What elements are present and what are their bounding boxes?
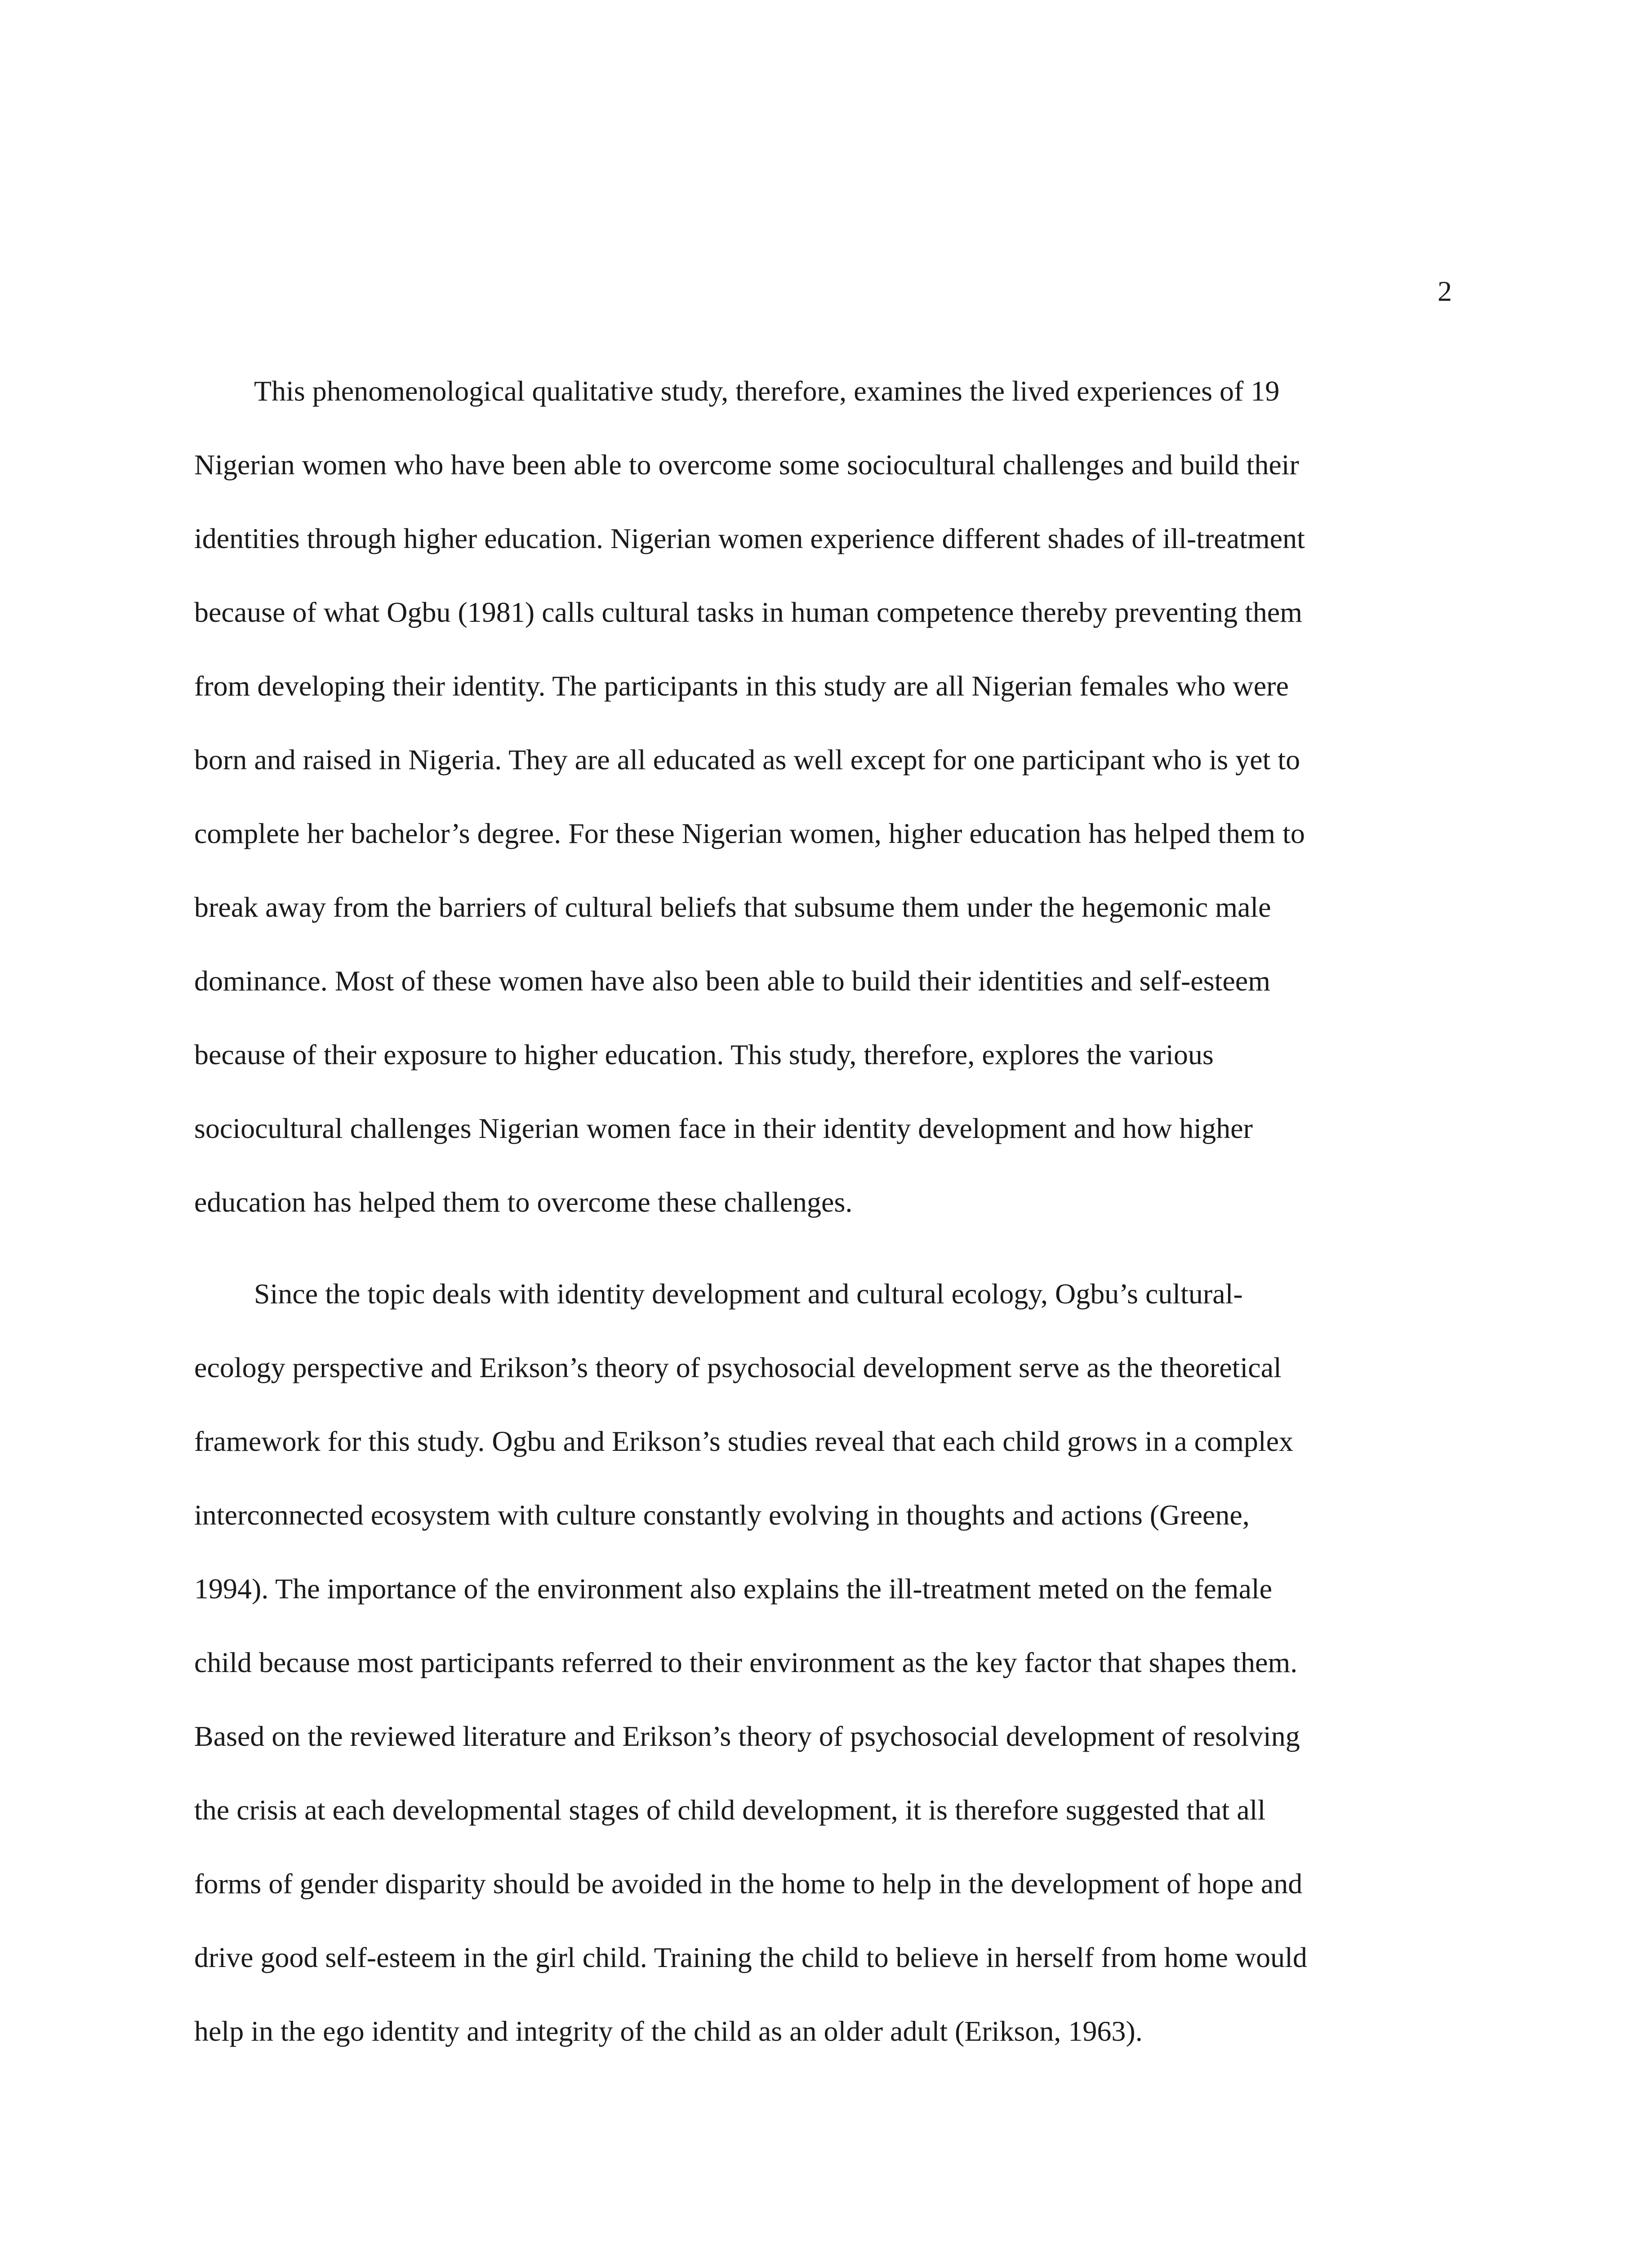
text-line: Since the topic deals with identity development and cultural ecology, Ogbu’s cultural- — [254, 1278, 1243, 1310]
text-line: because of what Ogbu (1981) calls cultural tasks in human competence thereby preventing them — [194, 596, 1302, 628]
text-line: Nigerian women who have been able to overcome some sociocultural challenges and build their — [194, 449, 1299, 481]
text-line: interconnected ecosystem with culture constantly evolving in thoughts and actions (Greene, — [194, 1499, 1250, 1531]
text-line: complete her bachelor’s degree. For these Nigerian women, higher education has helped them to — [194, 817, 1305, 849]
text-line: ecology perspective and Erikson’s theory of psychosocial development serve as the theoretical — [194, 1351, 1282, 1383]
text-line: dominance. Most of these women have also been able to build their identities and self-esteem — [194, 965, 1270, 997]
text-line: drive good self-esteem in the girl child. Training the child to believe in herself from home would — [194, 1941, 1307, 1973]
text-line: Based on the reviewed literature and Erikson’s theory of psychosocial development of resolving — [194, 1720, 1300, 1752]
paragraph — [194, 1276, 1307, 2087]
text-line: born and raised in Nigeria. They are all educated as well except for one participant who is yet to — [194, 744, 1300, 776]
text-line: child because most participants referred to their environment as the key factor that shapes them. — [194, 1646, 1298, 1678]
text-line: from developing their identity. The participants in this study are all Nigerian females who were — [194, 670, 1289, 702]
text-line: identities through higher education. Nigerian women experience different shades of ill-treatment — [194, 522, 1305, 554]
text-line: break away from the barriers of cultural beliefs that subsume them under the hegemonic male — [194, 891, 1271, 923]
text-line: This phenomenological qualitative study, therefore, examines the lived experiences of 19 — [254, 375, 1280, 407]
text-line: sociocultural challenges Nigerian women face in their identity development and how higher — [194, 1112, 1253, 1144]
page-number: 2 — [1438, 275, 1452, 307]
text-line: forms of gender disparity should be avoided in the home to help in the development of hope and — [194, 1868, 1303, 1900]
text-line: help in the ego identity and integrity of the child as an older adult (Erikson, 1963). — [194, 2015, 1143, 2047]
text-line: the crisis at each developmental stages of child development, it is therefore suggested that all — [194, 1794, 1266, 1826]
text-line: education has helped them to overcome these challenges. — [194, 1186, 853, 1218]
text-line: framework for this study. Ogbu and Erikson’s studies reveal that each child grows in a complex — [194, 1425, 1294, 1457]
paragraph — [194, 373, 1305, 1258]
text-line: because of their exposure to higher education. This study, therefore, explores the various — [194, 1039, 1214, 1070]
text-line: 1994). The importance of the environment also explains the ill-treatment meted on the female — [194, 1573, 1273, 1605]
